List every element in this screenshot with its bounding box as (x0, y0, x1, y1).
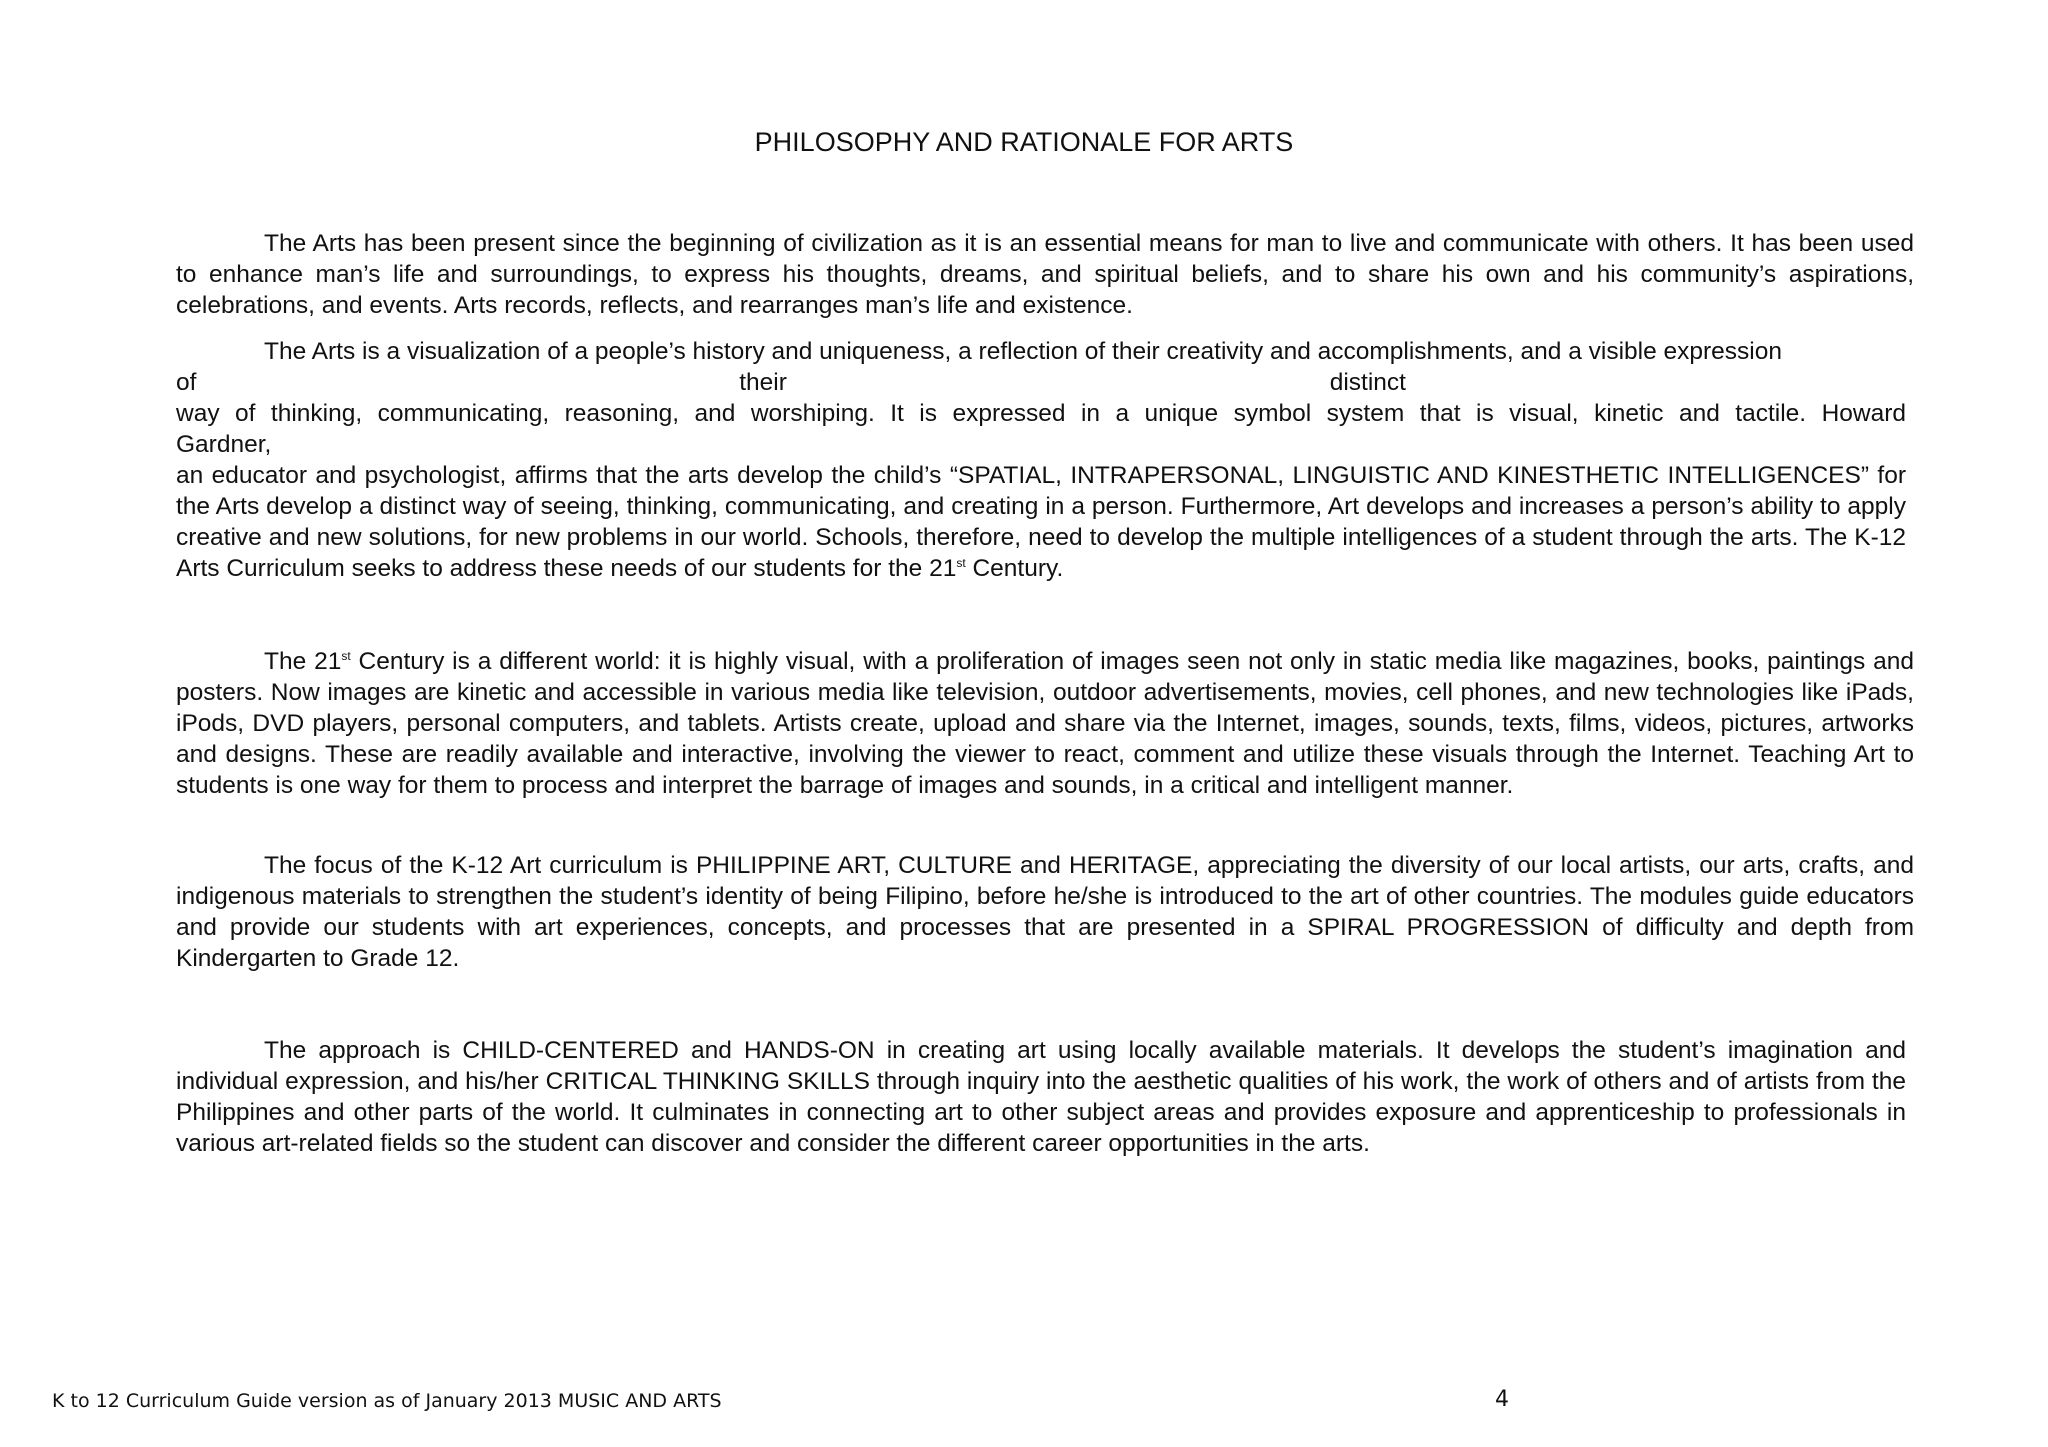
paragraph-2-split-line (176, 367, 1406, 398)
split-word-distinct: distinct (1329, 369, 1406, 396)
footer-text: K to 12 Curriculum Guide version as of January 2013 MUSIC AND ARTS (52, 1390, 722, 1412)
page-number: 4 (1495, 1387, 1509, 1412)
paragraph-3-block (176, 646, 1914, 801)
split-word-their: their (739, 369, 787, 396)
paragraph-5: The approach is CHILD-CENTERED and HANDS-ON in creating art using locally available materials. It develops the student’s imagination and individual expression, and his/her CRITICAL THINKING SKILLS through inquiry into the aesthetic qualities of his work, the work of others and of artists from the Philippines and other parts of the world. It culminates in connecting art to other subject areas and provides exposure and apprenticeship to professionals in various art-related fields so the student can discover and consider the different career opportunities in the arts. (176, 1037, 1906, 1157)
page-title: PHILOSOPHY AND RATIONALE FOR ARTS (754, 127, 1294, 157)
paragraph-3-text: Century is a different world: it is highly visual, with a proliferation of images seen not only in static media like magazines, books, paintings and posters. Now images are kinetic and accessible in various media like television, outdoor advertisements, movies, cell phones, and new technologies like iPads, iPods, DVD players, personal computers, and tablets. Artists create, upload and share via the Internet, images, sounds, texts, films, videos, pictures, artworks and designs. These are readily available and interactive, involving the viewer to react, comment and utilize these visuals through the Internet. Teaching Art to students is one way for them to process and interpret the barrage of images and sounds, in a critical and intelligent manner. (176, 648, 1914, 799)
paragraph-2-line-3: way of thinking, communicating, reasoning, and worshiping. It is expressed in a unique symbol system that is visual, kinetic and tactile. Howard (176, 400, 1906, 427)
paragraph-2-rest-end: Century. (965, 555, 1064, 582)
paragraph-1-block (176, 228, 1914, 321)
paragraph-3-start: The 21 (264, 648, 342, 675)
superscript-st: st (341, 648, 351, 663)
superscript-st: st (956, 555, 966, 570)
paragraph-5-block (176, 1035, 1906, 1159)
paragraph-2-rest (176, 460, 1906, 584)
paragraph-2-line-4: Gardner, (176, 431, 272, 458)
paragraph-1: The Arts has been present since the beginning of civilization as it is an essential means for man to live and communicate with others. It has been used to enhance man’s life and surroundings, to express his thoughts, dreams, and spiritual beliefs, and to share his own and his community’s aspirations, celebrations, and events. Arts records, reflects, and rearranges man’s life and existence. (176, 230, 1914, 319)
paragraph-4: The focus of the K-12 Art curriculum is PHILIPPINE ART, CULTURE and HERITAGE, appreciating the diversity of our local artists, our arts, crafts, and indigenous materials to strengthen the student’s identity of being Filipino, before he/she is introduced to the art of other countries. The modules guide educators and provide our students with art experiences, concepts, and processes that are presented in a SPIRAL PROGRESSION of difficulty and depth from Kindergarten to Grade 12. (176, 852, 1914, 972)
paragraph-3 (176, 646, 1914, 801)
paragraph-2-line-1: The Arts is a visualization of a people’s history and uniqueness, a reflection of their creativity and accomplishments, and a visible expression (264, 338, 1782, 365)
paragraph-2-block (176, 336, 1906, 584)
paragraph-4-block (176, 850, 1914, 974)
paragraph-2-rest-text: an educator and psychologist, affirms that the arts develop the child’s “SPATIAL, INTRAPERSONAL, LINGUISTIC AND KINESTHETIC INTELLIGENCES” for the Arts develop a distinct way of seeing, thinking, communicating, and creating in a person. Furthermore, Art develops and increases a person’s ability to apply creative and new solutions, for new problems in our world. Schools, therefore, need to develop the multiple intelligences of a student through the arts. The K-12 Arts Curriculum seeks to address these needs of our students for the 21 (176, 462, 1906, 582)
split-word-of: of (176, 369, 197, 396)
